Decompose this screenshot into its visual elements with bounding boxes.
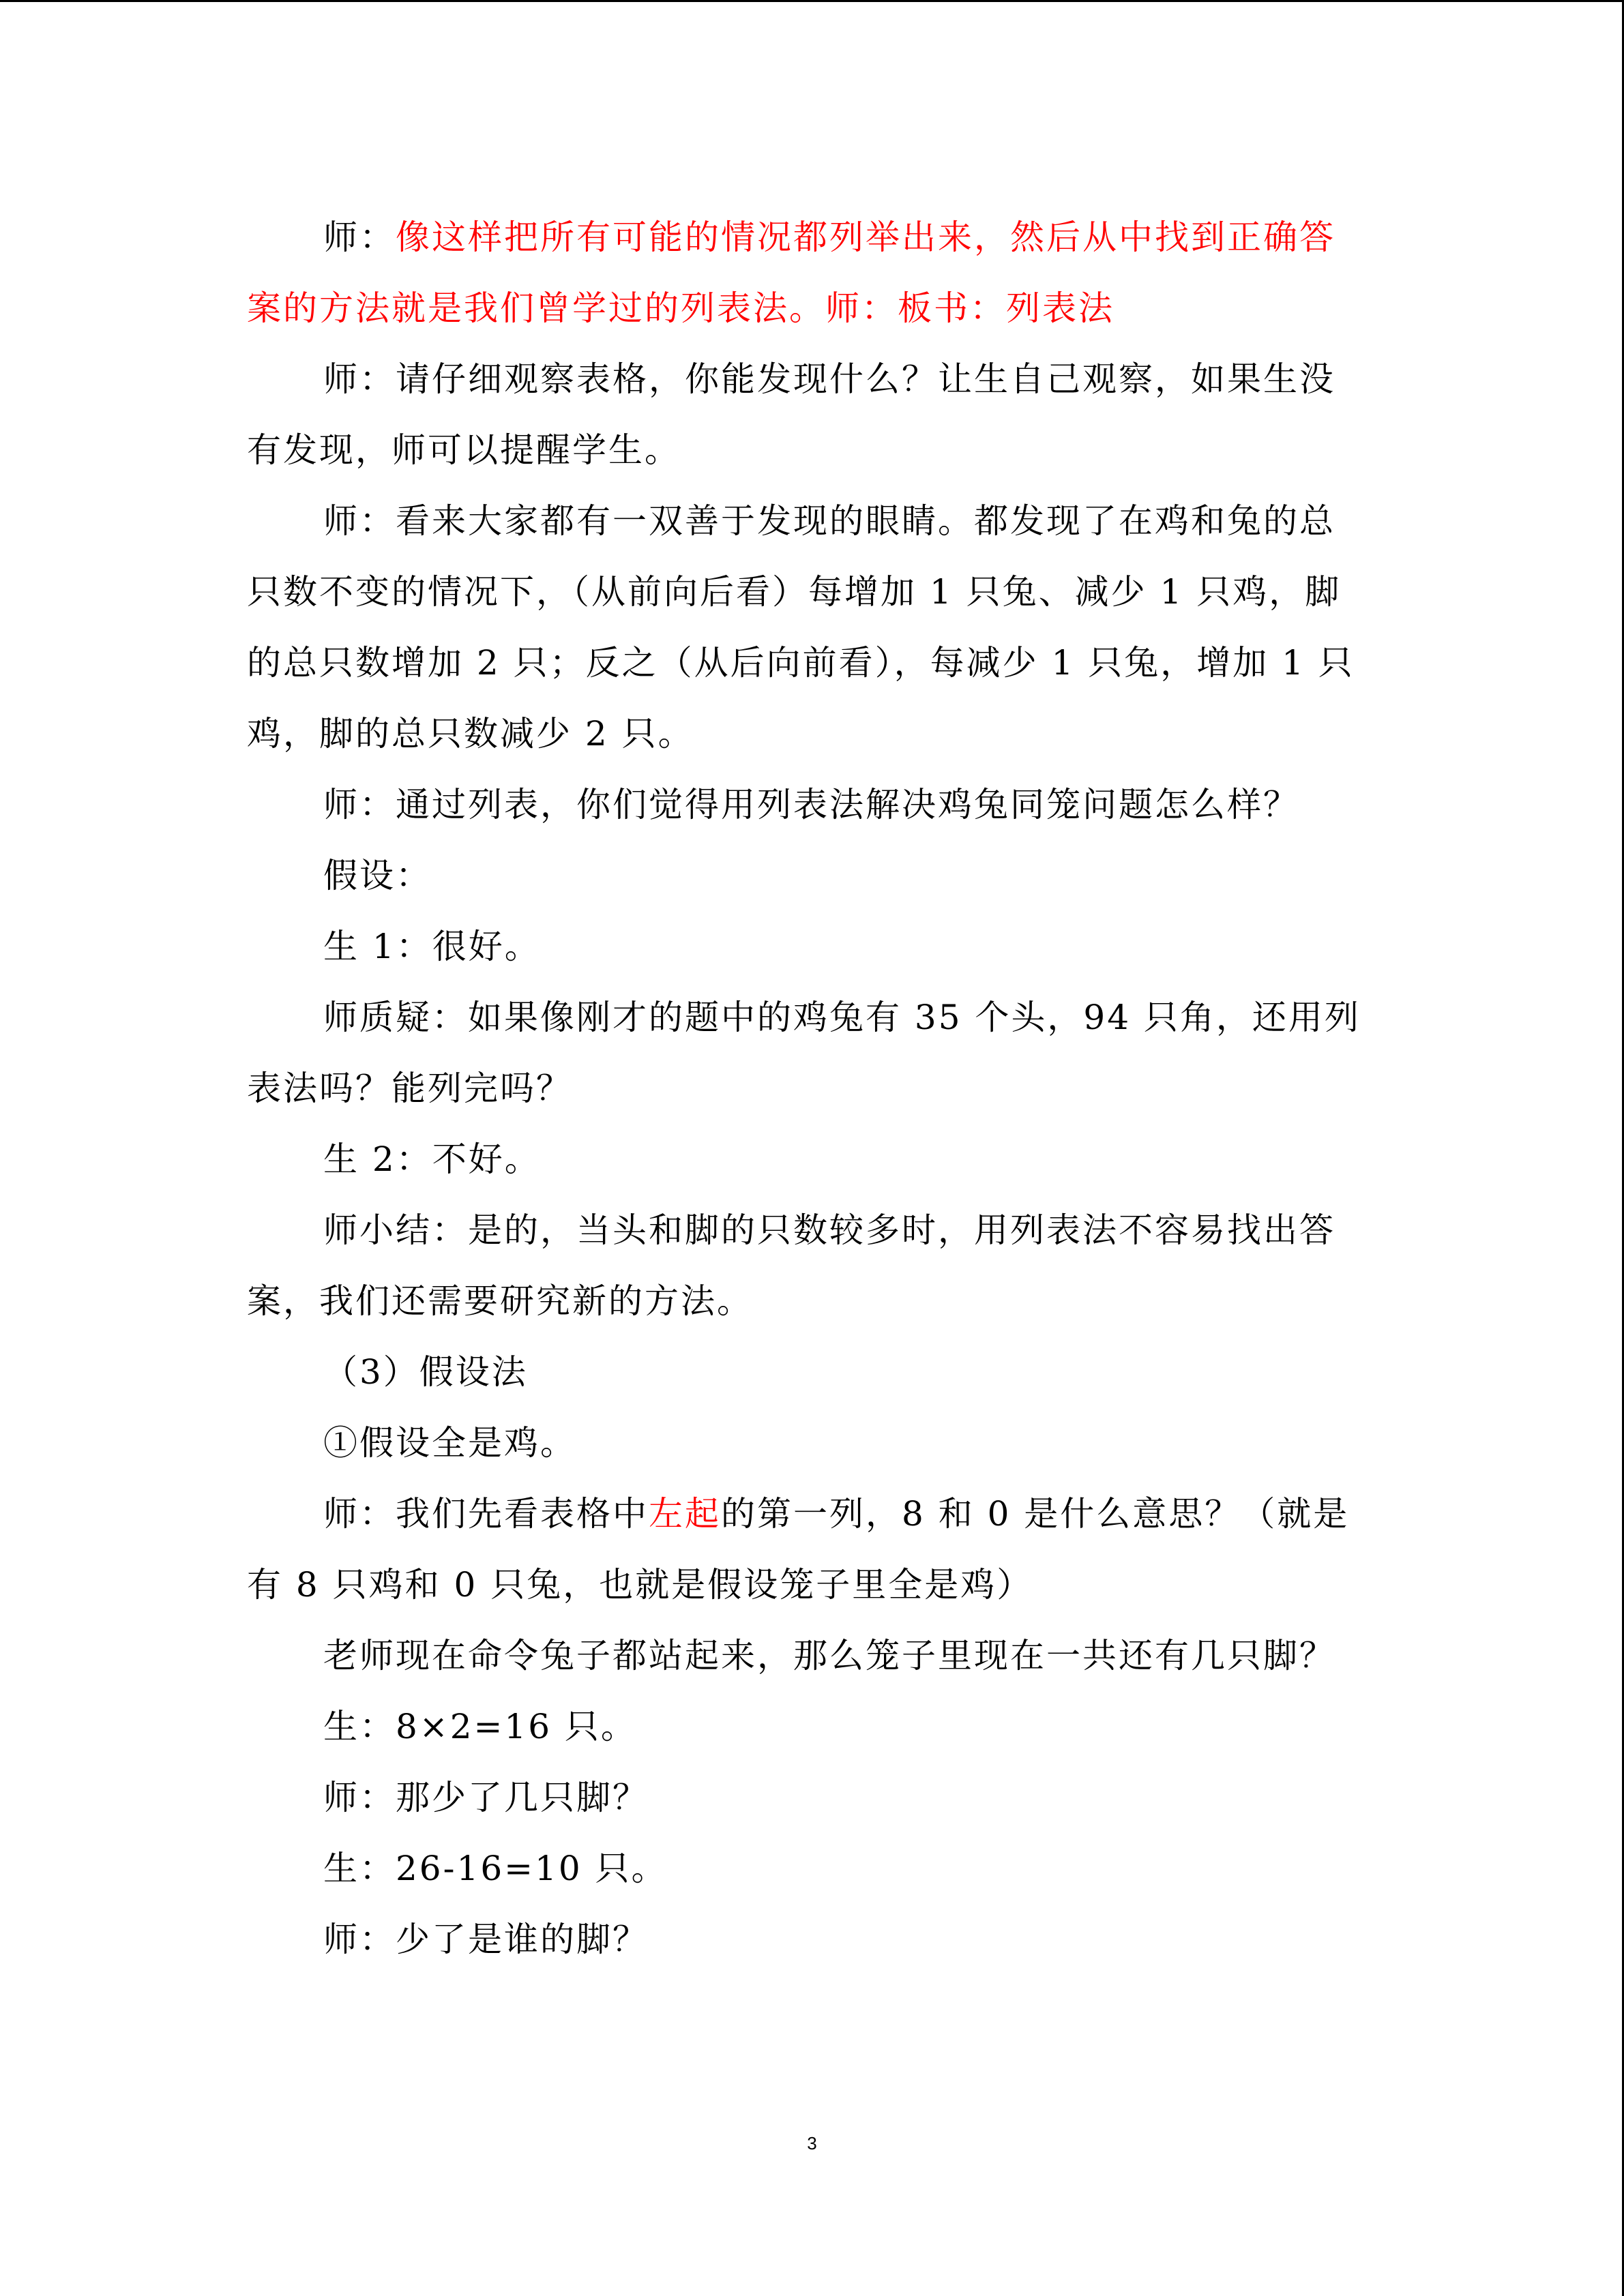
document-body [247,202,1365,1975]
text-run: 师：少了是谁的脚？ [323,1920,649,1959]
highlighted-text: 像这样把所有可能的情况都列举出来，然后从中找到正确答案的方法就是我们曾学过的列表法。师：板书：列表法 [247,218,1335,328]
paragraph-p2 [247,344,1365,486]
text-run: （3）假设法 [323,1352,528,1392]
page-number: 3 [807,2133,817,2153]
text-run: 生 1：很好。 [323,927,541,966]
paragraph-p11 [247,1407,1365,1478]
paragraph-p7 [247,982,1365,1124]
paragraph-p15 [247,1762,1365,1833]
text-run: 师：那少了几只脚？ [323,1778,649,1817]
paragraph-p13 [247,1620,1365,1691]
text-run: 师：看来大家都有一双善于发现的眼睛。都发现了在鸡和兔的总只数不变的情况下，（从前向后看）每增加 1 只兔、减少 1 只鸡，脚的总只数增加 2 只；反之（从后向前看），每减少 1 只兔，增加 1 只鸡，脚的总只数减少 2 只。 [247,501,1355,754]
paragraph-p10 [247,1337,1365,1407]
paragraph-p3 [247,486,1365,769]
text-run: 生：26-16=10 只。 [323,1849,668,1888]
paragraph-p4 [247,769,1365,840]
paragraph-p14 [247,1691,1365,1762]
text-run: 师质疑：如果像刚才的题中的鸡兔有 35 个头，94 只角，还用列表法吗？能列完吗？ [247,998,1361,1108]
text-run: ①假设全是鸡。 [323,1423,576,1463]
paragraph-p5 [247,840,1365,911]
paragraph-p1 [247,202,1365,344]
paragraph-p16 [247,1833,1365,1904]
text-run: 老师现在命令兔子都站起来，那么笼子里现在一共还有几只脚？ [323,1636,1335,1675]
text-run: 的第一列，8 和 0 是什么意思？（就是有 8 只鸡和 0 只兔，也就是假设笼子里全是鸡） [247,1494,1350,1605]
paragraph-p8 [247,1124,1365,1195]
text-run: 师：请仔细观察表格，你能发现什么？让生自己观察，如果生没有发现，师可以提醒学生。 [247,359,1335,470]
text-run: 假设： [323,856,432,895]
paragraph-p17 [247,1904,1365,1975]
text-run: 师小结：是的，当头和脚的只数较多时，用列表法不容易找出答案，我们还需要研究新的方法。 [247,1210,1335,1321]
text-run: 师：通过列表，你们觉得用列表法解决鸡兔同笼问题怎么样？ [323,785,1299,824]
paragraph-p6 [247,911,1365,982]
paragraph-p9 [247,1195,1365,1337]
text-run: 师：我们先看表格中 [323,1494,649,1534]
text-run: 生：8×2=16 只。 [323,1707,637,1746]
paragraph-p12 [247,1478,1365,1620]
page-border-top [0,0,1624,2]
highlighted-text: 左起 [649,1494,721,1534]
text-run: 师： [323,218,396,257]
text-run: 生 2：不好。 [323,1139,541,1179]
